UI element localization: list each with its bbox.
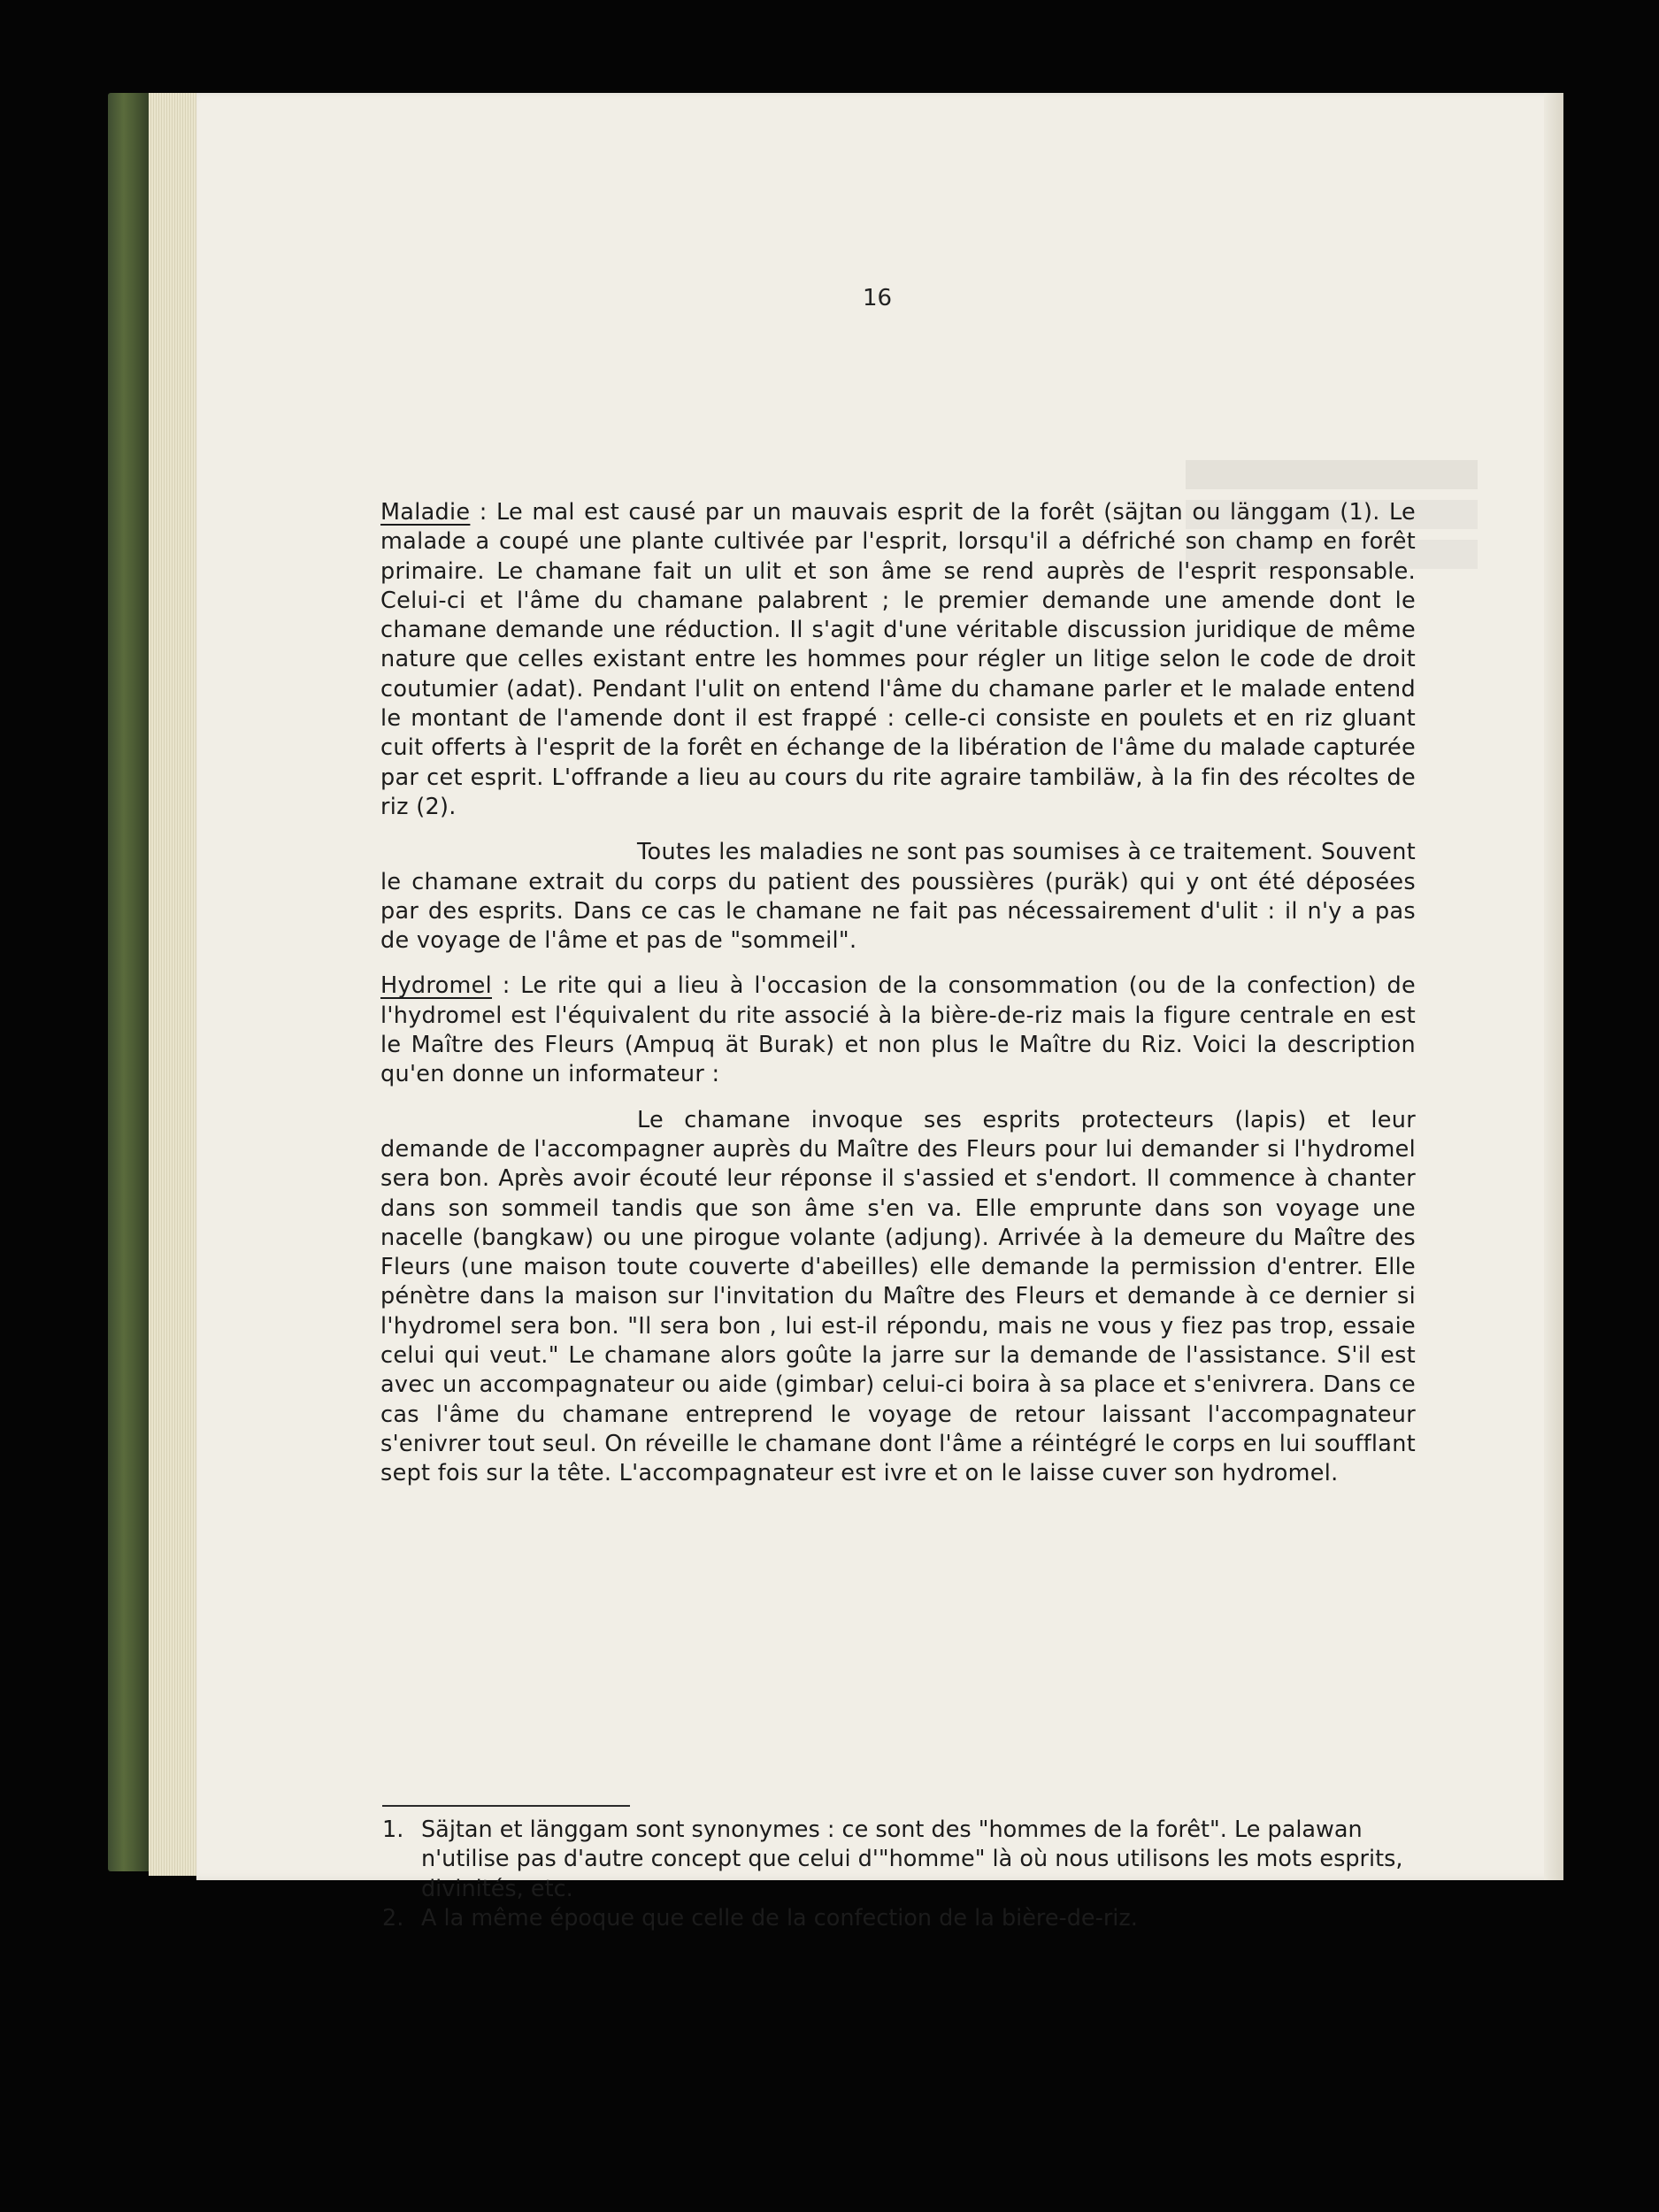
paragraph-text: : Le mal est causé par un mauvais esprit de la forêt (säjtan ou länggam (1). Le malade a coupé une plante cultivée par l'esprit, lorsqu'il a défriché son champ en forêt primaire. Le chamane fait un ulit et son âme se rend auprès de l'esprit responsable. Celui-ci et l'âme du chamane palabrent ; le premier demande une amende dont le chamane demande une réduction. Il s'agit d'une véritable discussion juridique de même nature que celles existant entre les hommes pour régler un litige selon le code de droit coutumier (adat). Pendant l'ulit on entend l'âme du chamane parler et le malade entend le montant de l'amende dont il est frappé : celle-ci consiste en poulets et en riz gluant cuit offerts à l'esprit de la forêt en échange de la libération de l'âme du malade capturée par cet esprit. L'offrande a lieu au cours du rite agraire tambiläw, à la fin des récoltes de riz (2).	[380, 499, 1416, 820]
footnote-text: Säjtan et länggam sont synonymes : ce sont des "hommes de la forêt". Le palawan n'utilise pas d'autre concept que celui d'"homme" là où nous utilisons les mots esprits, divinités, etc.	[421, 1816, 1403, 1902]
paragraph-chamane-invoque: Le chamane invoque ses esprits protecteurs (lapis) et leur demande de l'accompagner auprès du Maître des Fleurs pour lui demander si l'hydromel sera bon. Après avoir écouté leur réponse il s'assied et s'endort. Il commence à chanter dans son sommeil tandis que son âme s'en va. Elle emprunte dans son voyage une nacelle (bangkaw) ou une pirogue volante (adjung). Arrivée à la demeure du Maître des Fleurs (une maison toute couverte d'abeilles) elle demande la permission d'entrer. Elle pénètre dans la maison sur l'invitation du Maître des Fleurs et demande à ce dernier si l'hydromel sera bon. "Il sera bon , lui est-il répondu, mais ne vous y fiez pas trop, essaie celui qui veut." Le chamane alors goûte la jarre sur la demande de l'assistance. S'il est avec un accompagnateur ou aide (gimbar) celui-ci boira à sa place et s'enivrera. Dans ce cas l'âme du chamane entreprend le voyage de retour laissant l'accompagnateur s'enivrer tout seul. On réveille le chamane dont l'âme a réintégré le corps en lui soufflant sept fois sur la tête. L'accompagnateur est ivre et on le laisse cuver son hydromel.	[380, 1106, 1416, 1487]
paragraph-text: : Le rite qui a lieu à l'occasion de la consommation (ou de la confection) de l'hydromel est l'équivalent du rite associé à la bière-de-riz mais la figure centrale en est le Maître des Fleurs (Ampuq ät Burak) et non plus le Maître du Riz. Voici la description qu'en donne un informateur :	[380, 972, 1416, 1088]
footnote	[382, 1904, 1453, 1933]
entry-term: Maladie	[380, 499, 471, 526]
footnote	[382, 1816, 1453, 1904]
entry-term: Hydromel	[380, 972, 492, 1000]
book-spine	[108, 93, 152, 1871]
paragraph-maladie	[380, 498, 1416, 822]
footnote-text: A la même époque que celle de la confection de la bière-de-riz.	[421, 1904, 1138, 1932]
footnote-number: 2.	[382, 1904, 404, 1932]
page-stack-edge	[149, 93, 202, 1876]
page-number: 16	[863, 285, 893, 311]
paragraph-maladies-traitement: Toutes les maladies ne sont pas soumises à ce traitement. Souvent le chamane extrait du corps du patient des poussières (puräk) qui y ont été déposées par des esprits. Dans ce cas le chamane ne fait pas nécessairement d'ulit : il n'y a pas de voyage de l'âme et pas de "sommeil".	[380, 839, 1416, 955]
paragraph-hydromel	[380, 972, 1416, 1089]
footnote-rule	[382, 1805, 630, 1807]
footnotes	[382, 1816, 1453, 1933]
body-text	[380, 498, 1416, 1489]
page-right-edge	[1544, 93, 1563, 1880]
footnote-number: 1.	[382, 1816, 404, 1843]
